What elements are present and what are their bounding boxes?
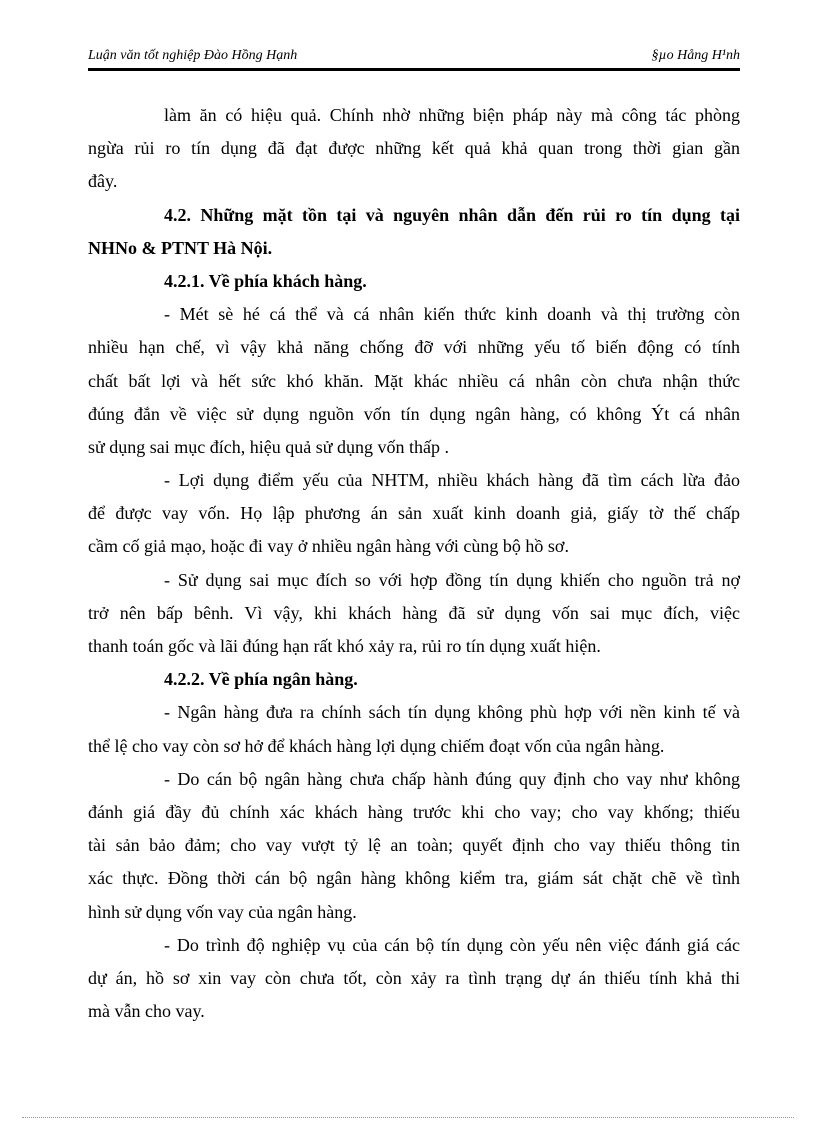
text-line: 4.2.1. Về phía khách hàng. [164,270,367,291]
paragraph [88,99,740,199]
text-line: chất bất lợi và hết sức khó khăn. Mặt khác nhiều cá nhân còn chưa nhận thức [88,370,740,391]
text-line: dự án, hồ sơ xin vay còn chưa tốt, còn xảy ra tình trạng dự án thiếu tính khả thi [88,967,740,988]
paragraph [88,696,740,762]
text-line: nhiều hạn chế, vì vậy khả năng chống đỡ với những yếu tố biến động có tính [88,337,740,358]
paragraph [88,298,740,464]
header-right-title: §µo Hång H¹nh [651,48,740,63]
text-line: - Sử dụng sai mục đích so với hợp đồng tín dụng khiến cho nguồn trả nợ [164,569,740,590]
text-line: 4.2. Những mặt tồn tại và nguyên nhân dẫn đến rủi ro tín dụng tại [164,204,740,225]
text-line: 4.2.2. Về phía ngân hàng. [164,669,358,690]
section-heading [88,663,740,696]
text-line: ngừa rủi ro tín dụng đã đạt được những kết quả khả quan trong thời gian gần [88,138,740,159]
text-line: tài sản bảo đảm; cho vay vượt tỷ lệ an toàn; quyết định cho vay thiếu thông tin [88,835,740,856]
text-line: - Do trình độ nghiệp vụ của cán bộ tín dụng còn yếu nên việc đánh giá các [164,934,740,955]
text-line: làm ăn có hiệu quả. Chính nhờ những biện pháp này mà công tác phòng [164,105,740,125]
text-line: đây. [88,171,118,192]
text-line: xác thực. Đồng thời cán bộ ngân hàng không kiểm tra, giám sát chặt chẽ về tình [88,868,740,889]
text-line: mà vẫn cho vay. [88,1001,205,1022]
text-line: đúng đắn về việc sử dụng nguồn vốn tín dụng ngân hàng, có không Ýt cá nhân [88,403,740,424]
text-line: NHNo & PTNT Hà Nội. [88,237,273,258]
text-line: - Do cán bộ ngân hàng chưa chấp hành đúng quy định cho vay như không [164,768,740,789]
paragraph [88,564,740,664]
section-heading [88,265,740,298]
paragraph [88,464,740,564]
text-line: - Lợi dụng điểm yếu của NHTM, nhiều khách hàng đã tìm cách lừa đảo [164,470,740,491]
text-line: để được vay vốn. Họ lập phương án sản xuất kinh doanh giả, giấy tờ thế chấp [88,503,740,524]
paragraph [88,763,740,929]
page-header [88,46,740,71]
text-line: sử dụng sai mục đích, hiệu quả sử dụng vốn thấp . [88,436,449,457]
text-line: trở nên bấp bênh. Vì vậy, khi khách hàng đã sử dụng vốn sai mục đích, việc [88,602,740,623]
text-line: - Mét sè hé cá thể và cá nhân kiến thức kinh doanh và thị trường còn [164,304,740,325]
paragraph [88,929,740,1029]
footer-divider [22,1117,794,1118]
text-line: - Ngân hàng đưa ra chính sách tín dụng không phù hợp với nền kinh tế và [164,702,740,723]
text-line: hình sử dụng vốn vay của ngân hàng. [88,901,357,922]
text-line: thanh toán gốc và lãi đúng hạn rất khó xảy ra, rủi ro tín dụng xuất hiện. [88,636,601,656]
text-line: đánh giá đầy đủ chính xác khách hàng trước khi cho vay; cho vay khống; thiếu [88,801,740,822]
header-left-title: Luận văn tốt nghiệp Đào Hồng Hạnh [88,48,298,63]
text-line: cầm cố giả mạo, hoặc đi vay ở nhiều ngân hàng với cùng bộ hồ sơ. [88,536,569,557]
section-heading [88,199,740,265]
text-line: thể lệ cho vay còn sơ hở để khách hàng lợi dụng chiếm đoạt vốn của ngân hàng. [88,735,665,756]
document-body [88,99,740,1028]
